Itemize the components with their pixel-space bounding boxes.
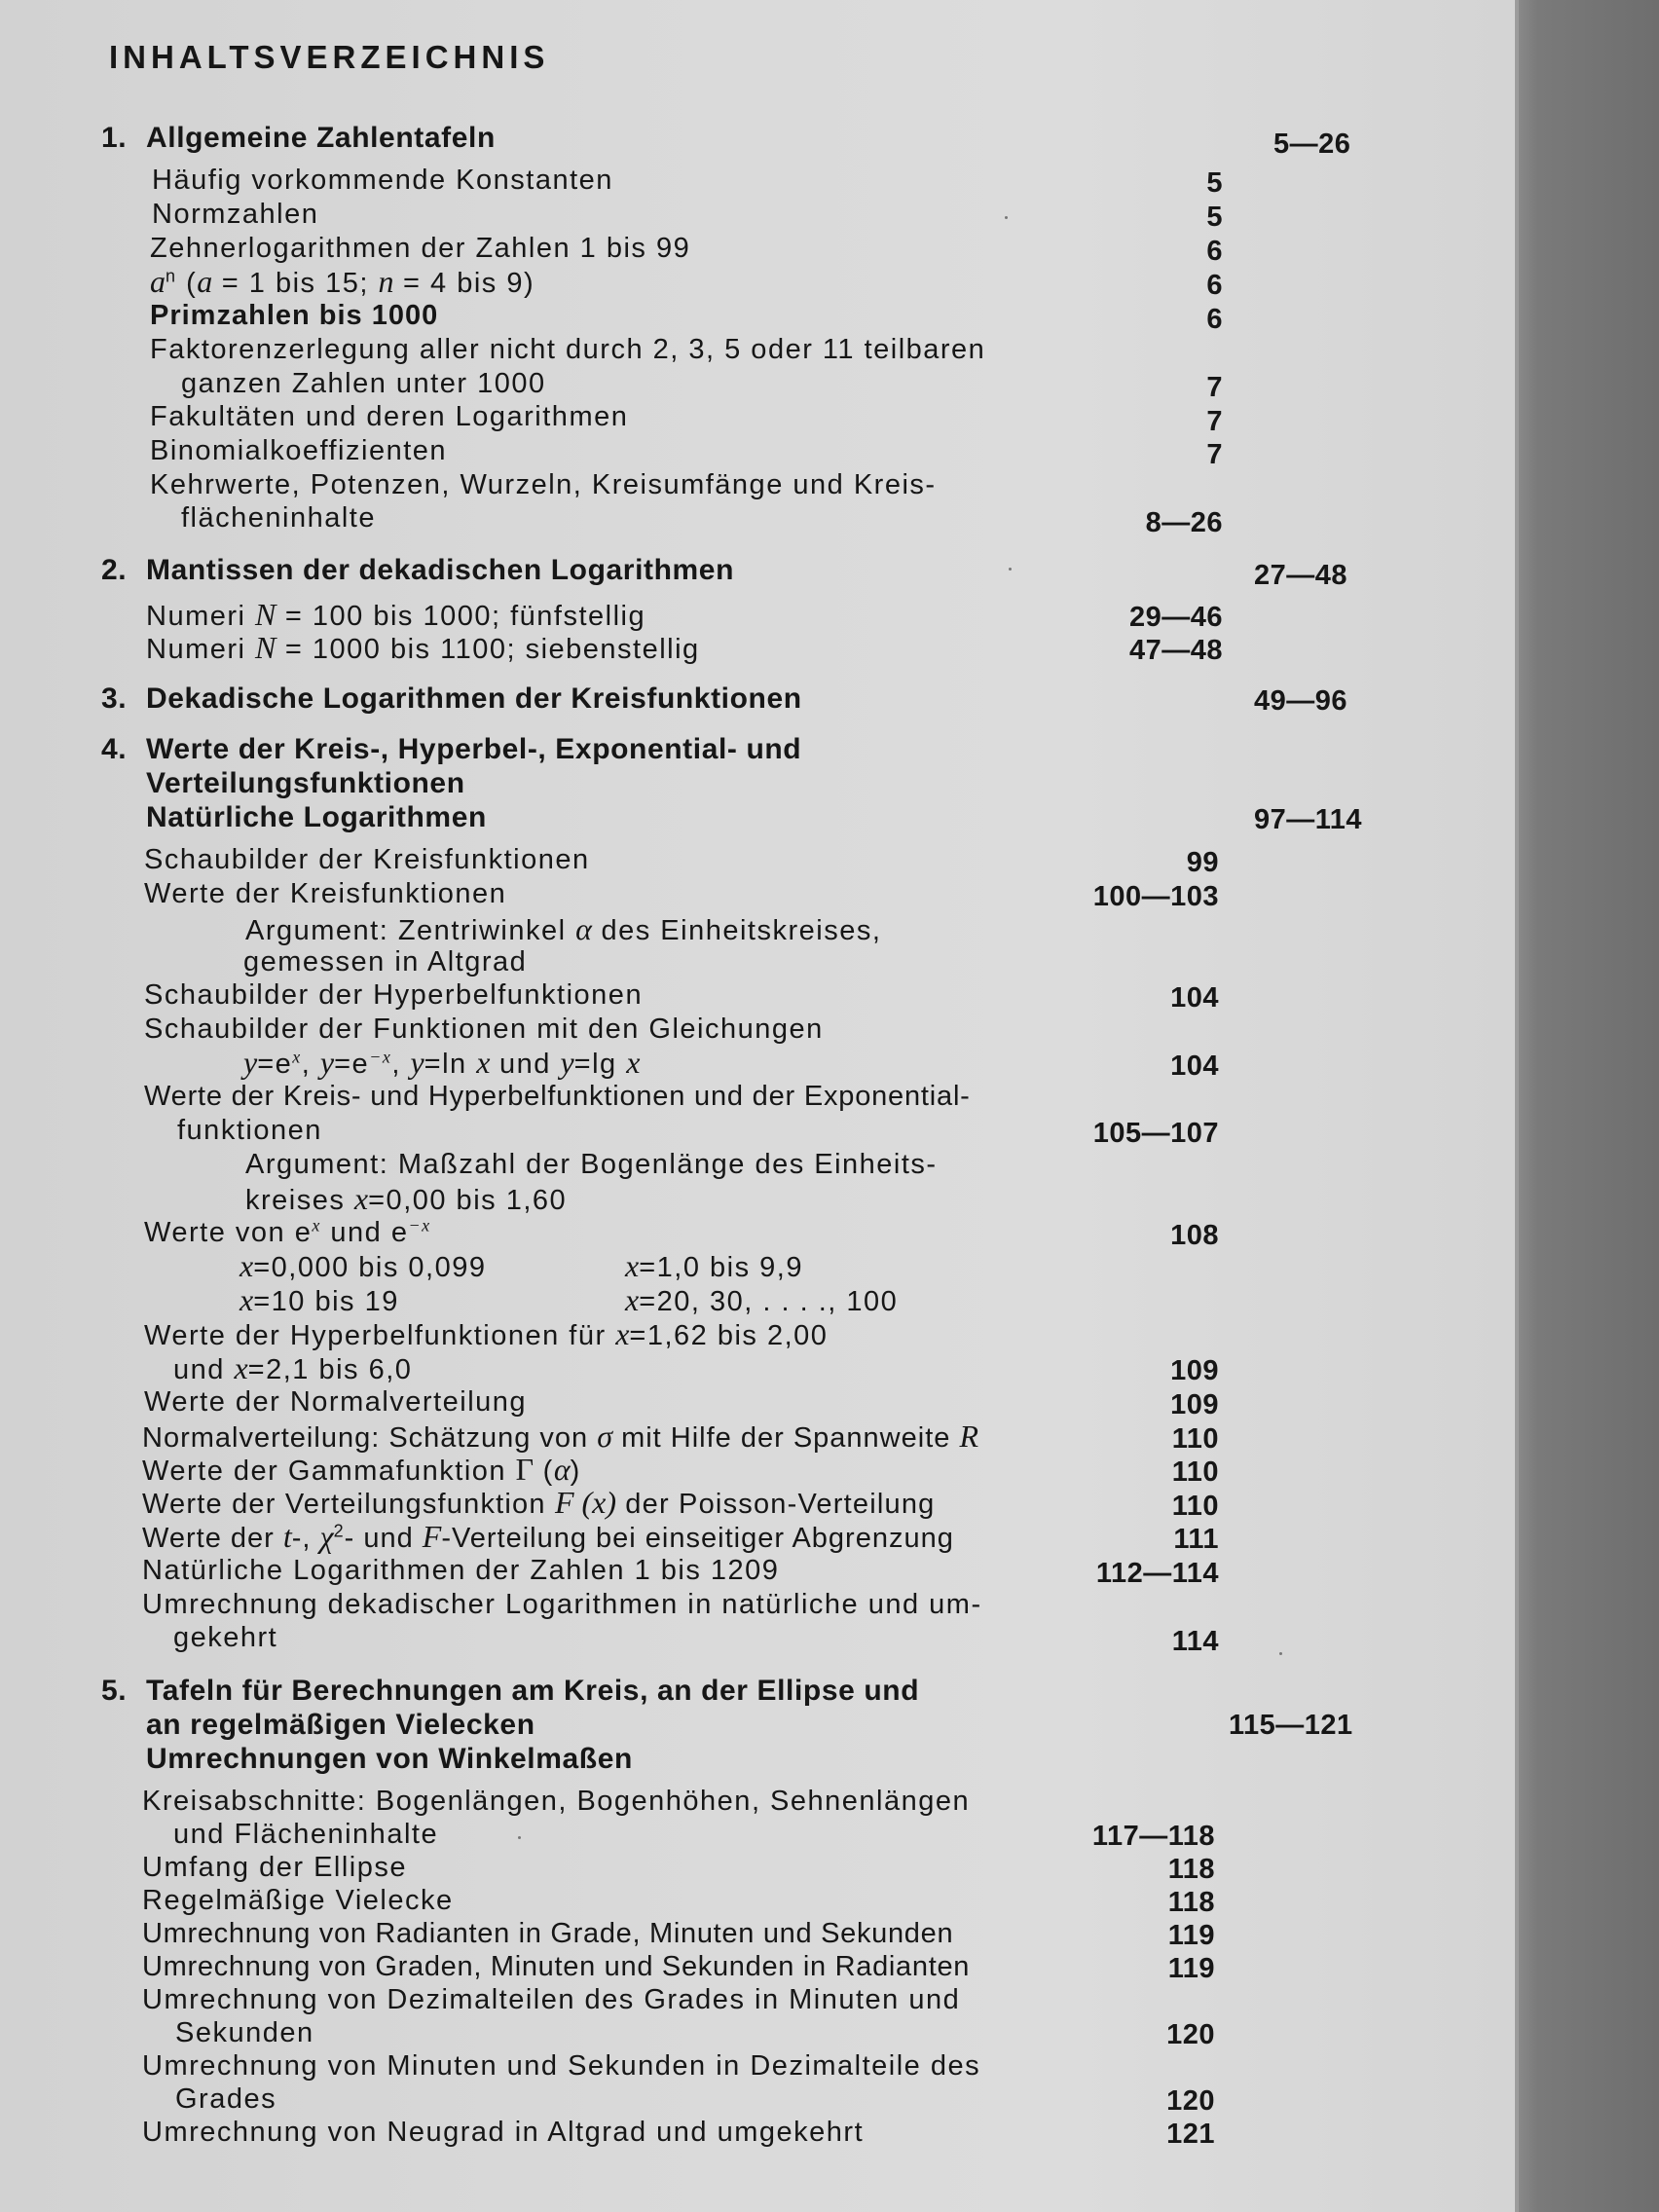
toc-entry: Umrechnung von Dezimalteilen des Grades in Minuten und bbox=[142, 1984, 961, 2015]
entry-page: 120 bbox=[1166, 2085, 1215, 2117]
toc-entry bbox=[142, 1419, 978, 1456]
math-exp: 2 bbox=[333, 1521, 345, 1541]
paper-speck bbox=[1005, 216, 1008, 219]
toc-entry: Umfang der Ellipse bbox=[142, 1852, 407, 1883]
math-text: = 100 bis 1000; fünfstellig bbox=[276, 601, 646, 632]
math-text: -, bbox=[291, 1523, 320, 1554]
toc-subentry: Argument: Maßzahl der Bogenlänge des Einheits- bbox=[245, 1149, 938, 1180]
math-text: , bbox=[301, 1049, 320, 1080]
entry-page: 110 bbox=[1171, 1423, 1219, 1455]
math-text: =0,000 bis 0,099 bbox=[253, 1252, 487, 1283]
toc-entry: Kreisabschnitte: Bogenlängen, Bogenhöhen, Sehnenlängen bbox=[142, 1786, 971, 1817]
math-text: =0,00 bis 1,60 bbox=[368, 1185, 568, 1216]
math-var: y bbox=[410, 1045, 424, 1080]
toc-entry-numeri bbox=[146, 598, 645, 634]
section-number: 3. bbox=[101, 682, 128, 715]
math-text: und e bbox=[320, 1217, 409, 1248]
entry-page: 117—118 bbox=[1091, 1821, 1215, 1852]
math-var: α bbox=[553, 1452, 571, 1487]
entry-page: 109 bbox=[1170, 1355, 1219, 1386]
section-title: Dekadische Logarithmen der Kreisfunktionen bbox=[146, 682, 802, 715]
toc-entry: Schaubilder der Funktionen mit den Gleichungen bbox=[144, 1014, 824, 1045]
entry-page: 119 bbox=[1167, 1953, 1215, 1984]
toc-entry-cont bbox=[173, 1351, 412, 1387]
math-text: Werte der Hyperbelfunktionen für bbox=[144, 1320, 616, 1351]
math-text: des Einheitskreises, bbox=[591, 915, 882, 946]
math-var: a bbox=[150, 264, 166, 299]
toc-entry: Natürliche Logarithmen der Zahlen 1 bis 1209 bbox=[142, 1555, 780, 1586]
section-number: 2. bbox=[101, 554, 128, 586]
section-title: Werte der Kreis-, Hyperbel-, Exponential- und bbox=[146, 733, 802, 765]
entry-page: 7 bbox=[1206, 439, 1223, 470]
toc-entry: Häufig vorkommende Konstanten bbox=[152, 165, 613, 196]
page-edge-shadow bbox=[1517, 0, 1659, 2212]
math-text: der Poisson-Verteilung bbox=[616, 1489, 936, 1520]
math-text: =1,62 bis 2,00 bbox=[629, 1320, 829, 1351]
entry-page: 112—114 bbox=[1095, 1558, 1219, 1589]
entry-page: 6 bbox=[1206, 236, 1223, 267]
toc-entry: Zehnerlogarithmen der Zahlen 1 bis 99 bbox=[150, 233, 691, 264]
math-var: Γ bbox=[515, 1452, 535, 1487]
math-text: ( bbox=[534, 1456, 554, 1487]
paper-speck bbox=[518, 1836, 521, 1839]
toc-entry: Regelmäßige Vielecke bbox=[142, 1885, 454, 1916]
toc-entry: Fakultäten und deren Logarithmen bbox=[150, 401, 629, 432]
entry-page: 119 bbox=[1167, 1920, 1215, 1951]
toc-entry-cont: ganzen Zahlen unter 1000 bbox=[181, 368, 546, 399]
entry-page: 99 bbox=[1186, 847, 1219, 878]
section-title: Mantissen der dekadischen Logarithmen bbox=[146, 554, 735, 586]
toc-entry-cont: flächeninhalte bbox=[181, 502, 376, 534]
math-var: x bbox=[625, 1282, 640, 1317]
section-3-title bbox=[101, 682, 1075, 716]
math-var: F (x) bbox=[554, 1485, 617, 1520]
toc-entry-cont: Grades bbox=[175, 2083, 277, 2115]
toc-entry bbox=[142, 1486, 935, 1522]
section-5-pages: 115—121 bbox=[1229, 1710, 1353, 1741]
math-var: t bbox=[282, 1519, 292, 1554]
entry-page: 6 bbox=[1206, 270, 1223, 301]
toc-entry: Schaubilder der Hyperbelfunktionen bbox=[144, 979, 644, 1011]
entry-page: 47—48 bbox=[1128, 635, 1223, 666]
toc-subentry bbox=[625, 1249, 803, 1285]
math-var: F bbox=[422, 1519, 442, 1554]
math-text: Werte der bbox=[142, 1523, 283, 1554]
toc-entry: Primzahlen bis 1000 bbox=[150, 300, 439, 331]
toc-entry-cont: Sekunden bbox=[175, 2017, 314, 2048]
section-5-title bbox=[101, 1674, 1075, 1776]
math-text: =ln bbox=[424, 1049, 477, 1080]
toc-entry: Werte der Kreisfunktionen bbox=[144, 878, 507, 909]
section-title: Allgemeine Zahlentafeln bbox=[146, 122, 496, 154]
math-var: χ bbox=[319, 1519, 334, 1554]
section-3-pages: 49—96 bbox=[1254, 685, 1348, 717]
section-number: 1. bbox=[101, 122, 128, 154]
toc-entry-cont: funktionen bbox=[177, 1115, 322, 1146]
math-text: = 1000 bis 1100; siebenstellig bbox=[276, 634, 700, 665]
toc-subentry bbox=[240, 1283, 399, 1319]
section-4-title bbox=[101, 732, 1075, 834]
math-var: a bbox=[197, 264, 213, 299]
toc-entry: Umrechnung von Radianten in Grade, Minuten und Sekunden bbox=[142, 1918, 954, 1949]
math-var: x bbox=[626, 1045, 641, 1080]
math-text: Numeri bbox=[146, 634, 256, 665]
entry-page: 6 bbox=[1206, 304, 1223, 335]
section-subtitle: Umrechnungen von Winkelmaßen bbox=[146, 1743, 633, 1775]
section-title-cont: an regelmäßigen Vielecken bbox=[146, 1709, 535, 1741]
math-text: , bbox=[391, 1049, 411, 1080]
toc-subentry bbox=[245, 912, 881, 948]
toc-entry: Umrechnung dekadischer Logarithmen in natürliche und um- bbox=[142, 1589, 982, 1620]
toc-entry-power bbox=[150, 265, 535, 301]
math-var: y bbox=[319, 1045, 335, 1080]
entry-page: 104 bbox=[1170, 982, 1219, 1014]
entry-page: 5 bbox=[1206, 202, 1223, 233]
section-title-cont: Verteilungsfunktionen bbox=[146, 767, 465, 799]
section-number: 5. bbox=[101, 1675, 128, 1707]
entry-page: 100—103 bbox=[1092, 881, 1219, 912]
paper-speck bbox=[1279, 1652, 1282, 1655]
toc-entry bbox=[142, 1520, 954, 1556]
toc-entry: Faktorenzerlegung aller nicht durch 2, 3, 5 oder 11 teilbaren bbox=[150, 334, 986, 365]
math-var: x bbox=[353, 1181, 369, 1216]
math-var: y bbox=[560, 1045, 574, 1080]
math-var: N bbox=[255, 597, 276, 632]
entry-page: 29—46 bbox=[1128, 602, 1223, 633]
toc-entry: Umrechnung von Graden, Minuten und Sekunden in Radianten bbox=[142, 1951, 971, 1982]
section-2-pages: 27—48 bbox=[1254, 560, 1348, 591]
math-var: y bbox=[243, 1045, 258, 1080]
math-text: mit Hilfe der Spannweite bbox=[612, 1422, 960, 1454]
math-var: x bbox=[625, 1248, 640, 1283]
math-text: Werte von e bbox=[144, 1217, 313, 1248]
math-text: ) bbox=[570, 1456, 581, 1487]
toc-entry: Kehrwerte, Potenzen, Wurzeln, Kreisumfänge und Kreis- bbox=[150, 469, 937, 500]
math-exp: −x bbox=[369, 1047, 392, 1067]
section-4-pages: 97—114 bbox=[1254, 804, 1363, 835]
math-var: x bbox=[615, 1316, 630, 1351]
toc-subentry bbox=[240, 1249, 486, 1285]
math-text: kreises bbox=[245, 1185, 354, 1216]
math-text: =1,0 bis 9,9 bbox=[639, 1252, 803, 1283]
math-text: ( bbox=[176, 268, 198, 299]
section-2-title bbox=[101, 553, 1075, 587]
toc-entry bbox=[142, 1453, 581, 1489]
entry-page: 121 bbox=[1166, 2119, 1215, 2150]
entry-page: 114 bbox=[1171, 1626, 1219, 1657]
math-text: Normalverteilung: Schätzung von bbox=[142, 1422, 598, 1454]
toc-subentry bbox=[625, 1283, 898, 1319]
math-var: x bbox=[476, 1045, 491, 1080]
math-exp: n bbox=[166, 266, 177, 286]
toc-entry bbox=[144, 1317, 828, 1353]
math-var: x bbox=[234, 1350, 248, 1385]
toc-entry: Binomialkoeffizienten bbox=[150, 435, 448, 466]
toc-entry-cont: und Flächeninhalte bbox=[173, 1819, 439, 1850]
toc-entry: Normzahlen bbox=[152, 199, 319, 230]
math-var: α bbox=[575, 911, 592, 946]
math-text: = 4 bis 9) bbox=[393, 268, 535, 299]
entry-page: 109 bbox=[1170, 1389, 1219, 1420]
entry-page: 111 bbox=[1173, 1524, 1219, 1555]
math-text: =2,1 bis 6,0 bbox=[247, 1354, 413, 1385]
toc-subentry-formulas bbox=[243, 1046, 640, 1082]
math-text: =lg bbox=[573, 1049, 627, 1080]
entry-page: 105—107 bbox=[1092, 1118, 1219, 1149]
math-exp: x bbox=[292, 1047, 302, 1067]
entry-page: 7 bbox=[1206, 372, 1223, 403]
entry-page: 110 bbox=[1171, 1491, 1219, 1522]
section-title: Tafeln für Berechnungen am Kreis, an der Ellipse und bbox=[146, 1675, 920, 1707]
math-text: =10 bis 19 bbox=[253, 1286, 399, 1317]
math-var: x bbox=[240, 1282, 254, 1317]
toc-subentry: gemessen in Altgrad bbox=[243, 946, 528, 977]
toc-entry-numeri bbox=[146, 631, 700, 667]
math-text: Werte der Verteilungsfunktion bbox=[142, 1489, 555, 1520]
math-text: = 1 bis 15; bbox=[212, 268, 379, 299]
entry-page: 104 bbox=[1170, 1051, 1219, 1082]
toc-entry bbox=[144, 1216, 431, 1250]
math-var: R bbox=[959, 1419, 978, 1454]
entry-page: 118 bbox=[1167, 1887, 1215, 1918]
math-text: - und bbox=[344, 1523, 423, 1554]
math-text: Werte der Gammafunktion bbox=[142, 1456, 516, 1487]
math-text: und bbox=[490, 1049, 561, 1080]
section-1-pages: 5—26 bbox=[1273, 129, 1351, 160]
entry-page: 108 bbox=[1170, 1220, 1219, 1251]
math-exp: x bbox=[312, 1215, 321, 1235]
toc-subentry bbox=[245, 1182, 567, 1218]
math-var: n bbox=[378, 264, 394, 299]
toc-entry-cont: gekehrt bbox=[173, 1622, 278, 1653]
math-var: x bbox=[240, 1248, 254, 1283]
toc-entry: Werte der Normalverteilung bbox=[144, 1386, 528, 1418]
math-text: =e bbox=[257, 1049, 293, 1080]
section-number: 4. bbox=[101, 733, 128, 765]
entry-page: 8—26 bbox=[1145, 507, 1223, 538]
toc-entry: Schaubilder der Kreisfunktionen bbox=[144, 844, 590, 875]
toc-entry: Umrechnung von Minuten und Sekunden in Dezimalteile des bbox=[142, 2050, 981, 2082]
math-text: und bbox=[173, 1354, 235, 1385]
entry-page: 7 bbox=[1206, 406, 1223, 437]
toc-entry: Umrechnung von Neugrad in Altgrad und umgekehrt bbox=[142, 2117, 865, 2148]
entry-page: 118 bbox=[1167, 1854, 1215, 1885]
toc-entry: Werte der Kreis- und Hyperbelfunktionen und der Exponential- bbox=[144, 1081, 971, 1112]
math-text: -Verteilung bei einseitiger Abgrenzung bbox=[441, 1523, 954, 1554]
math-var: N bbox=[255, 630, 276, 665]
paper-speck bbox=[1009, 568, 1012, 571]
math-text: =e bbox=[334, 1049, 370, 1080]
entry-page: 110 bbox=[1171, 1456, 1219, 1488]
section-1-title bbox=[101, 121, 1075, 155]
section-subtitle: Natürliche Logarithmen bbox=[146, 801, 487, 833]
entry-page: 5 bbox=[1206, 167, 1223, 199]
math-text: =20, 30, . . . ., 100 bbox=[639, 1286, 899, 1317]
math-text: Argument: Zentriwinkel bbox=[245, 915, 576, 946]
math-exp: −x bbox=[408, 1215, 431, 1235]
math-text: Numeri bbox=[146, 601, 256, 632]
page-title: INHALTSVERZEICHNIS bbox=[109, 39, 550, 75]
math-var: σ bbox=[597, 1419, 613, 1454]
entry-page: 120 bbox=[1166, 2019, 1215, 2050]
